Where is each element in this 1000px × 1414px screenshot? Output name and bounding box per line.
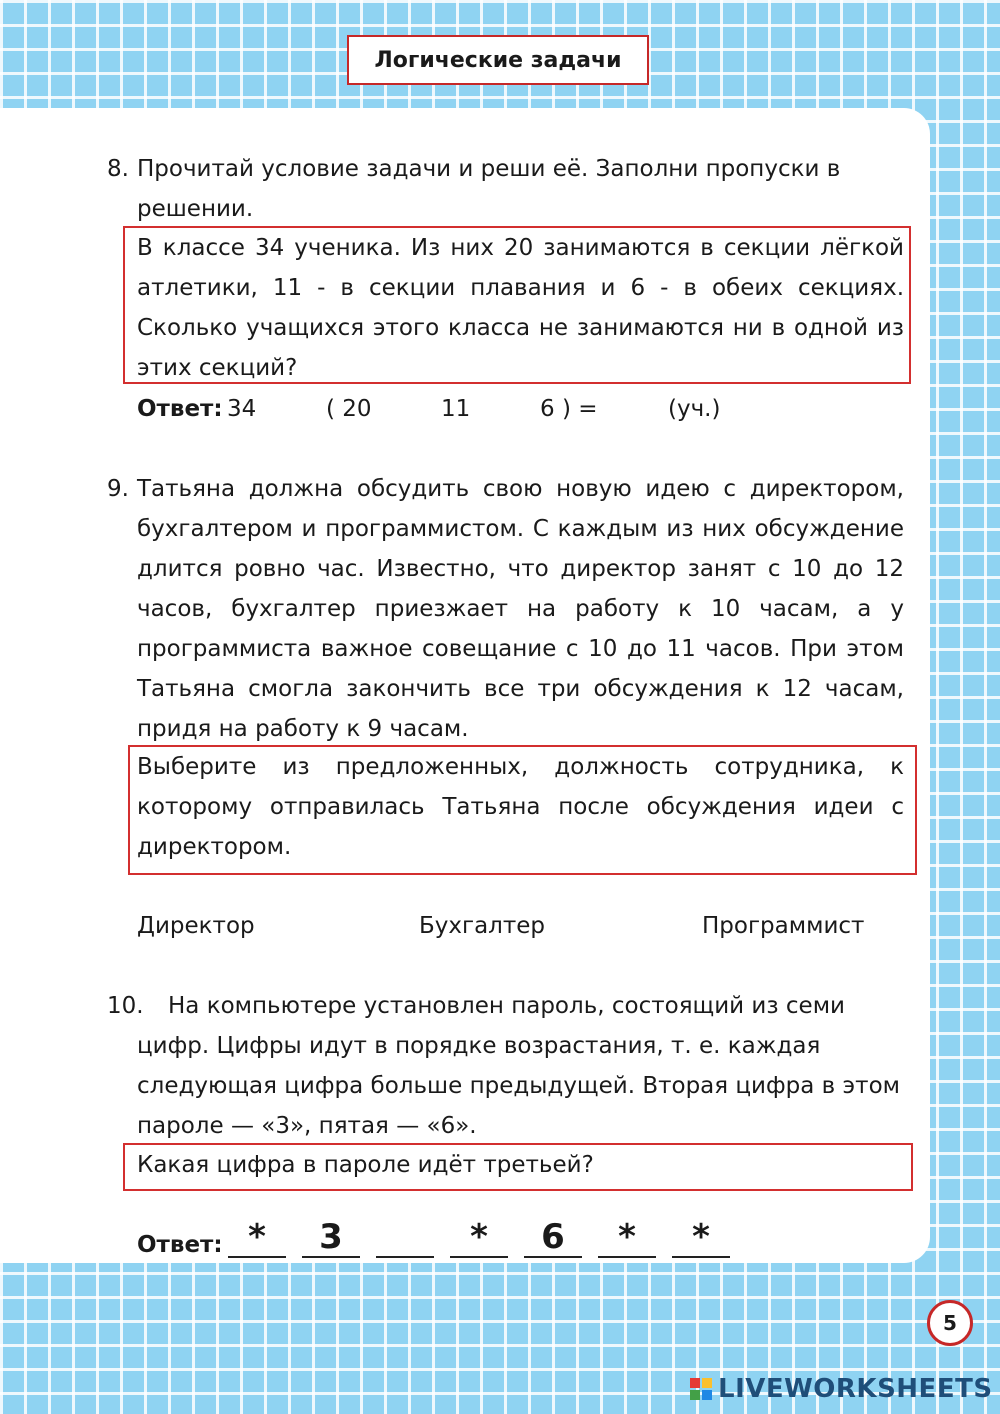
task9-text: Татьяна должна обсудить свою новую идею с директором, бухгалтером и программистом. С каждым из них обсуждение длится ровно час. Известно, что директор занят с 10 до 12 часов, бухгалтер приезжает на работу к 10 часам, а у программиста важное совещание с 10 до 11 часов. При этом Татьяна смогла закончить все три обсуждения к 12 часам, придя на работу к 9 часам. xyxy=(137,476,904,742)
task10-text: цифр. Цифры идут в порядке возрастания, т. е. каждая следующая цифра больше предыдущей. Вторая цифра в этом пароле — «3», пятая — «6». xyxy=(137,1033,900,1139)
task8-answer-part: 34 xyxy=(227,396,257,422)
password-digit-3[interactable] xyxy=(376,1218,434,1258)
task8-number: 8. xyxy=(107,156,129,182)
page-number: 5 xyxy=(927,1300,973,1346)
liveworksheets-icon xyxy=(690,1378,712,1400)
task8-answer-label: Ответ: xyxy=(137,396,223,422)
liveworksheets-text: LIVEWORKSHEETS xyxy=(718,1374,993,1404)
task8-answer-part: 11 xyxy=(441,396,471,422)
task8-answer-part: (уч.) xyxy=(668,396,721,422)
task8-answer-part: ( 20 xyxy=(326,396,372,422)
option-programmer[interactable]: Программист xyxy=(702,913,865,939)
option-director[interactable]: Директор xyxy=(137,913,255,939)
password-digit-7[interactable]: * xyxy=(672,1218,730,1258)
task9-number: 9. xyxy=(107,476,129,502)
task8-intro-line1: Прочитай условие задачи и реши её. Заполни пропуски в xyxy=(137,156,841,182)
task10-question: Какая цифра в пароле идёт третьей? xyxy=(137,1152,594,1178)
task9-question: Выберите из предложенных, должность сотрудника, к которому отправилась Татьяна после обсуждения идеи с директором. xyxy=(137,754,904,860)
task10-number: 10. xyxy=(107,993,144,1019)
password-digit-5[interactable]: 6 xyxy=(524,1218,582,1258)
task8-problem-text: В классе 34 ученика. Из них 20 занимаются в секции лёгкой атлетики, 11 - в секции плавания и 6 - в обеих секциях. Сколько учащихся этого класса не занимаются ни в одной из этих секций? xyxy=(137,235,904,381)
password-digit-1[interactable]: * xyxy=(228,1218,286,1258)
page-title: Логические задачи xyxy=(347,35,649,85)
password-digit-2[interactable]: 3 xyxy=(302,1218,360,1258)
password-digit-6[interactable]: * xyxy=(598,1218,656,1258)
task10-answer-label: Ответ: xyxy=(137,1232,223,1258)
task10-line1: На компьютере установлен пароль, состоящий из семи xyxy=(168,993,845,1019)
liveworksheets-logo xyxy=(690,1372,993,1406)
password-digit-4[interactable]: * xyxy=(450,1218,508,1258)
task8-intro-line2: решении. xyxy=(137,196,254,222)
task8-answer-part: 6 ) = xyxy=(540,396,598,422)
option-accountant[interactable]: Бухгалтер xyxy=(419,913,546,939)
